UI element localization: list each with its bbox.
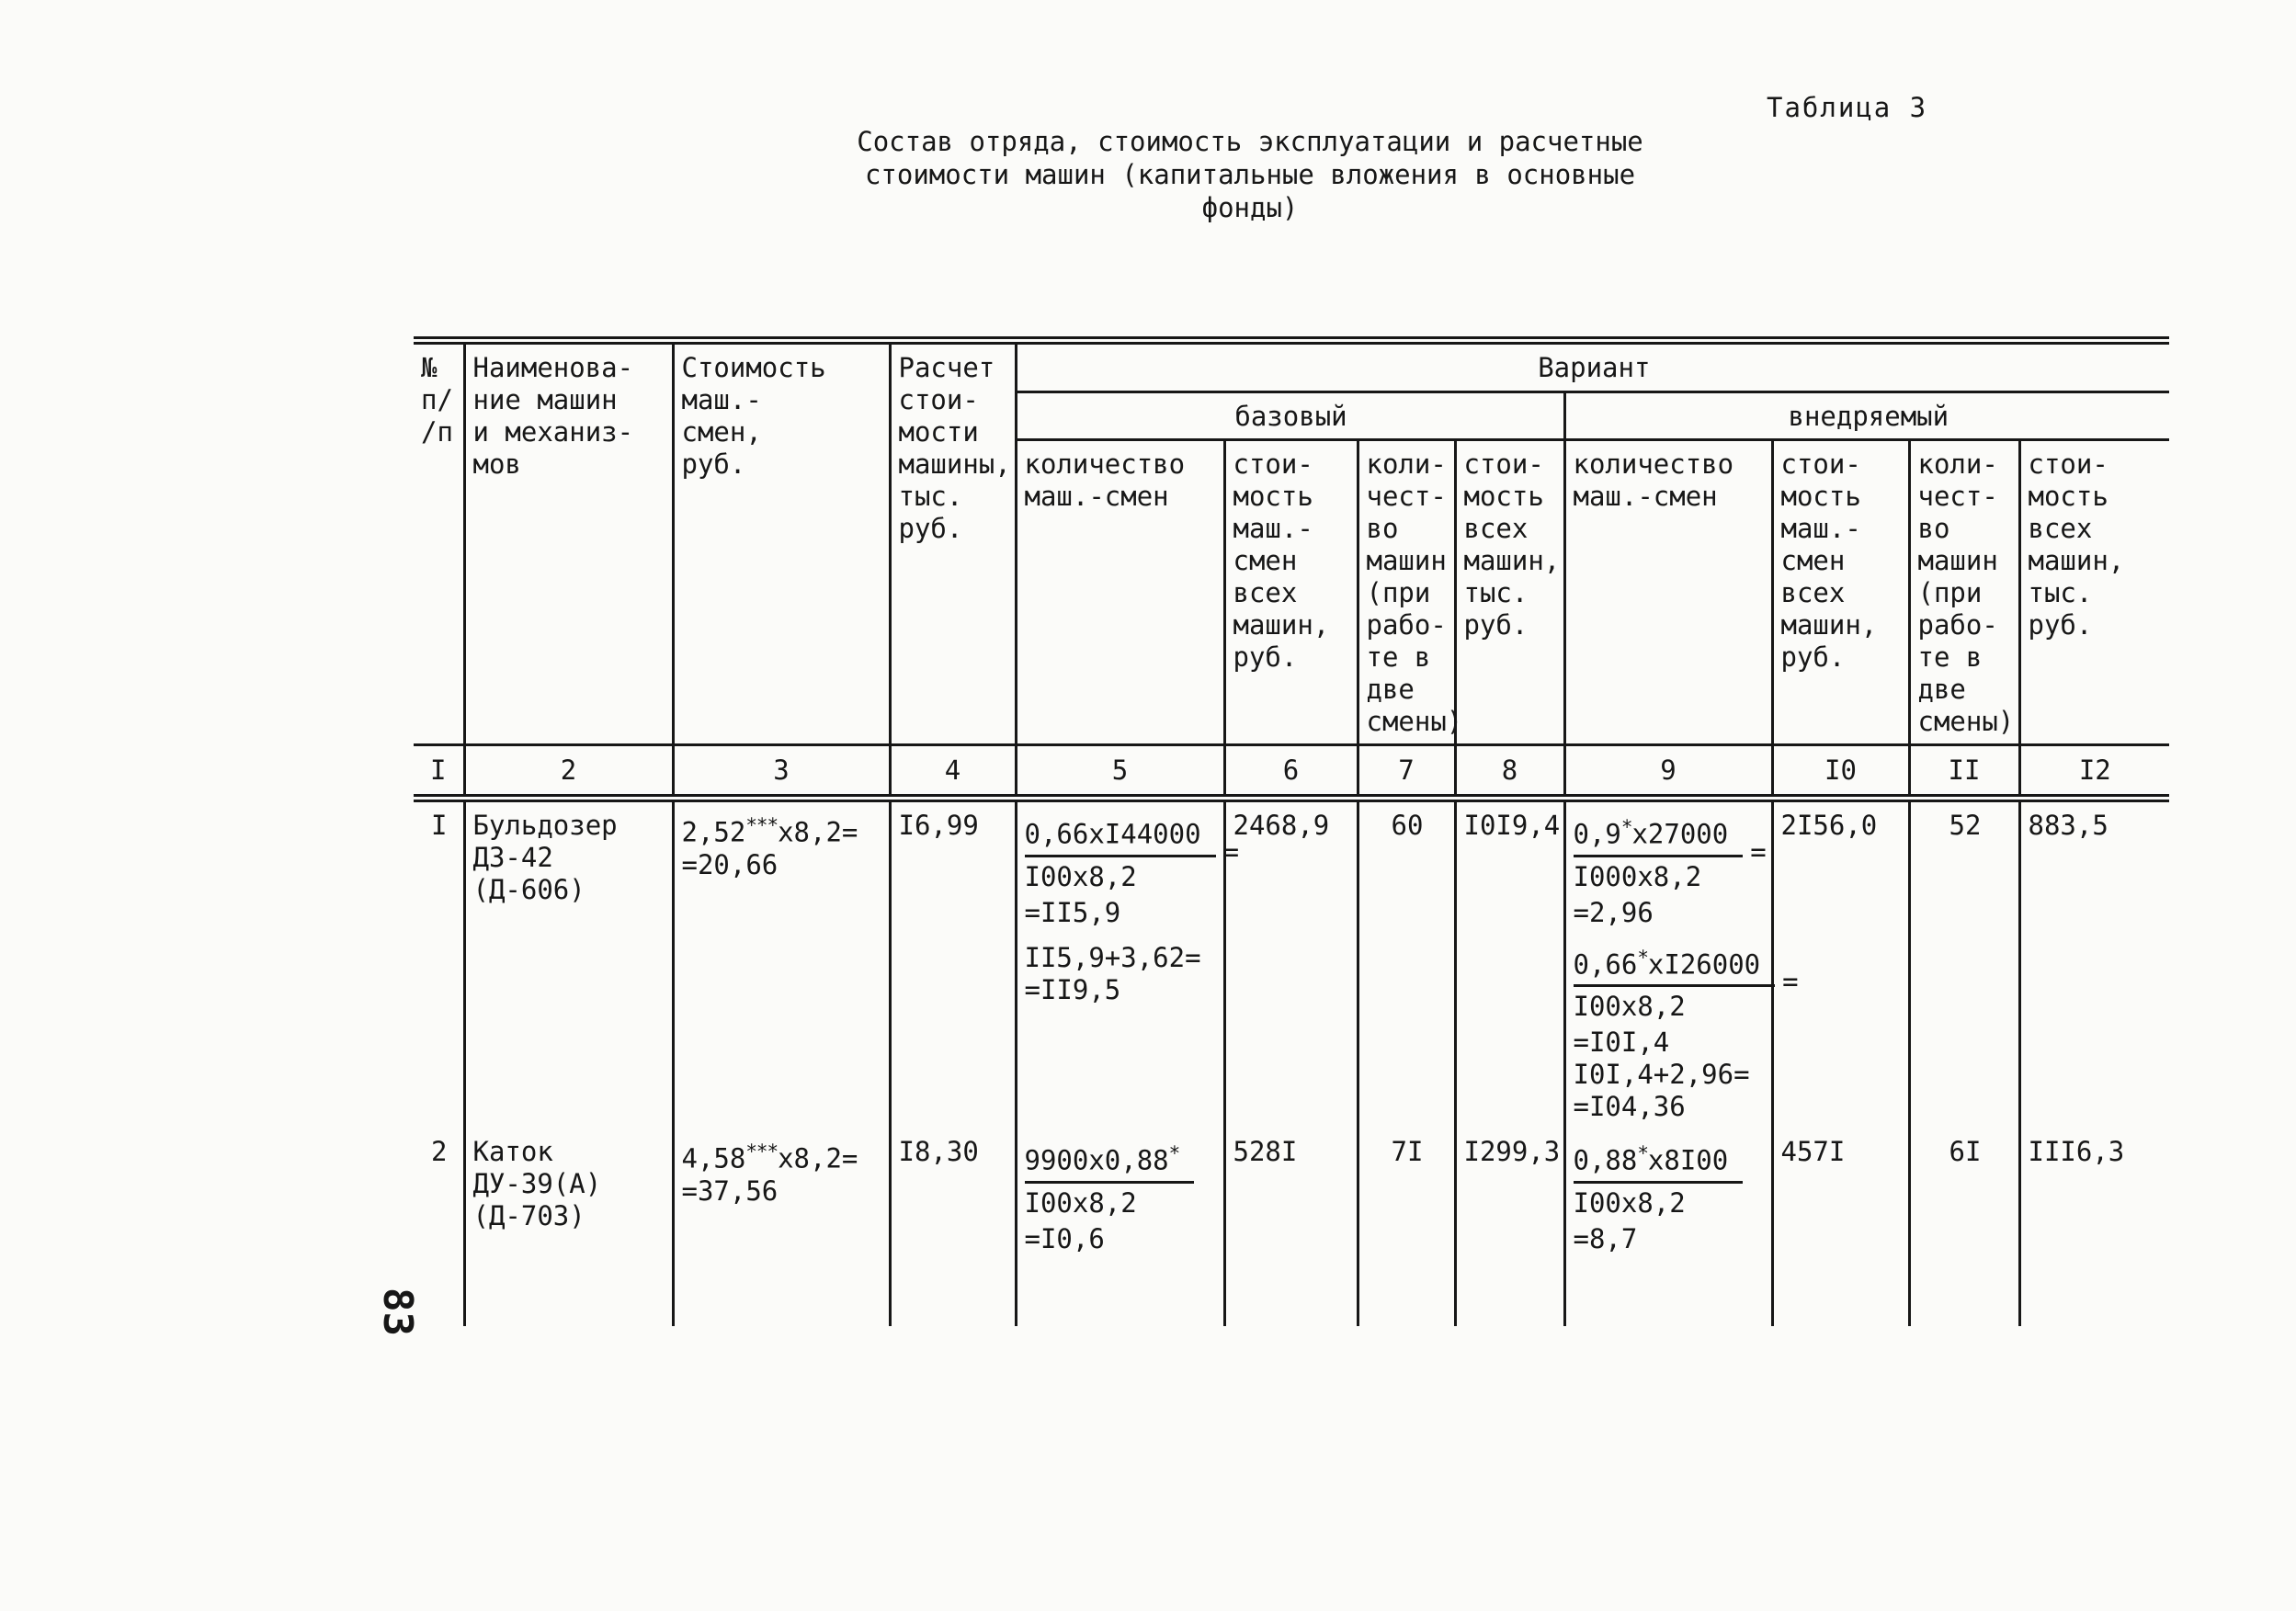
- formula-result: =8,7: [1573, 1222, 1638, 1254]
- fraction-denominator: I00х8,2: [1573, 1186, 1686, 1219]
- formula-line: [1574, 811, 1766, 893]
- header-base-cost-all-machines: стои- мость всех машин, тыс. руб.: [1455, 440, 1564, 745]
- cell-r2-impl-cost-shifts: 457I: [1772, 1129, 1909, 1326]
- formula-result: =II5,9: [1024, 896, 1121, 928]
- cell-r2-cost: [673, 1129, 890, 1326]
- colnum-2: 2: [464, 745, 673, 799]
- header-impl-cost-all-machines: стои- мость всех машин, тыс. руб.: [2019, 440, 2169, 745]
- footnote-marker: *: [1620, 816, 1632, 838]
- header-base-qty-shifts: количество маш.-смен: [1016, 440, 1224, 745]
- header-base-cost-all-shifts: стои- мость маш.- смен всех машин, руб.: [1224, 440, 1358, 745]
- colnum-11: II: [1909, 745, 2019, 799]
- fraction-denominator: I000х8,2: [1573, 860, 1702, 892]
- formula-line: [1574, 1138, 1766, 1220]
- header-name: Наименова- ние машин и механиз- мов: [464, 341, 673, 745]
- formula-line: [1573, 942, 1799, 1024]
- fraction-numerator: 0,66*хI26000: [1574, 942, 1776, 988]
- formula-line: I0I,4+2,96=: [1573, 1059, 1750, 1091]
- header-variant: Вариант: [1016, 341, 2169, 392]
- header-impl-qty-machines: коли- чест- во машин (при рабо- те в две смены): [1909, 440, 2019, 745]
- colnum-12: I2: [2019, 745, 2169, 799]
- header-impl-cost-all-shifts: стои- мость маш.- смен всех машин, руб.: [1772, 440, 1909, 745]
- cell-r2-base-cost-shifts: 528I: [1224, 1129, 1358, 1326]
- cell-r2-base-qty-machines: 7I: [1358, 1129, 1455, 1326]
- header-implemented-variant: внедряемый: [1564, 392, 2169, 440]
- colnum-1: I: [414, 745, 464, 799]
- formula-result: =2,96: [1573, 896, 1654, 928]
- formula-line: [1024, 811, 1240, 893]
- equals-sign: =: [1782, 966, 1799, 998]
- cell-r1-num: I: [414, 799, 464, 1129]
- fraction-numerator: 0,88*х8I00: [1574, 1138, 1744, 1184]
- formula-result: =20,66: [681, 848, 779, 880]
- colnum-6: 6: [1224, 745, 1358, 799]
- cell-r1-impl-cost-shifts: 2I56,0: [1772, 799, 1909, 1129]
- formula-result: =II9,5: [1024, 973, 1121, 1005]
- cell-r2-calc: I8,30: [890, 1129, 1016, 1326]
- fraction: [1025, 811, 1216, 893]
- cell-r2-impl-qty: [1564, 1129, 1772, 1326]
- footnote-marker: ***: [745, 1140, 779, 1163]
- main-table: [414, 336, 2169, 1326]
- fraction-numerator: 0,9*х27000: [1574, 811, 1744, 857]
- header-impl-qty-shifts: количество маш.-смен: [1564, 440, 1772, 745]
- header-base-qty-machines: коли- чест- во машин (при рабо- те в две смены): [1358, 440, 1455, 745]
- header-cost-per-shift: Стоимость маш.- смен, руб.: [673, 341, 890, 745]
- fraction: [1025, 1138, 1195, 1220]
- page-number: 83: [373, 1288, 421, 1336]
- table-caption-label: Таблица 3: [1767, 92, 1928, 123]
- fraction: [1574, 942, 1776, 1024]
- cell-r1-calc: I6,99: [890, 799, 1016, 1129]
- colnum-7: 7: [1358, 745, 1455, 799]
- colnum-3: 3: [673, 745, 890, 799]
- footnote-marker: ***: [745, 814, 779, 836]
- fraction-denominator: I00х8,2: [1024, 1186, 1137, 1219]
- fraction-denominator: I00х8,2: [1573, 991, 1686, 1023]
- fraction-numerator: 9900х0,88*: [1025, 1138, 1195, 1184]
- fraction: [1574, 811, 1744, 893]
- formula-result: =I0I,4: [1573, 1027, 1670, 1059]
- colnum-5: 5: [1016, 745, 1224, 799]
- fraction: [1574, 1138, 1744, 1220]
- cell-r1-base-qty: [1016, 799, 1240, 1129]
- cell-r2-num: 2: [414, 1129, 464, 1326]
- cell-r1-cost: [673, 799, 890, 1129]
- cell-r1-base-cost-shifts: 2468,9: [1224, 799, 1358, 1129]
- colnum-10: I0: [1772, 745, 1909, 799]
- cell-r1-base-cost-machines: I0I9,4: [1455, 799, 1564, 1129]
- cell-r2-impl-qty-machines: 6I: [1909, 1129, 2019, 1326]
- table-row: [414, 799, 2169, 1129]
- formula-result: =I0,6: [1024, 1222, 1105, 1254]
- footnote-marker: *: [1637, 1142, 1648, 1165]
- equals-sign: =: [1222, 835, 1240, 868]
- colnum-4: 4: [890, 745, 1016, 799]
- formula-line: [1025, 1138, 1218, 1220]
- formula-result: =I04,36: [1573, 1091, 1686, 1123]
- cell-r1-impl-qty-machines: 52: [1909, 799, 2019, 1129]
- cell-r1-name: Бульдозер ДЗ-42 (Д-606): [464, 799, 673, 1129]
- formula-result: =37,56: [681, 1174, 779, 1207]
- table-row: [414, 1129, 2169, 1326]
- cell-r1-impl-cost-machines: 883,5: [2019, 799, 2169, 1129]
- header-row-variant: [414, 341, 2169, 392]
- header-num: № п/ /п: [414, 341, 464, 745]
- footnote-marker: *: [1637, 946, 1648, 969]
- colnum-9: 9: [1564, 745, 1772, 799]
- cell-r2-name: Каток ДУ-39(А) (Д-703): [464, 1129, 673, 1326]
- formula-line: 4,58***х8,2=: [681, 1140, 858, 1174]
- colnum-8: 8: [1455, 745, 1564, 799]
- equals-sign: =: [1750, 835, 1767, 868]
- column-number-row: [414, 745, 2169, 799]
- fraction-denominator: I00х8,2: [1024, 860, 1137, 892]
- cell-r1-base-qty-machines: 60: [1358, 799, 1455, 1129]
- document-title: Состав отряда, стоимость эксплуатации и расчетные стоимости машин (капитальные вложения в основные фонды): [857, 126, 1643, 223]
- header-base-variant: базовый: [1016, 392, 1564, 440]
- footnote-marker: *: [1168, 1142, 1180, 1165]
- cell-r2-impl-cost-machines: III6,3: [2019, 1129, 2169, 1326]
- header-calc-cost: Расчет стои- мости машины, тыс. руб.: [890, 341, 1016, 745]
- cell-r2-base-cost-machines: I299,3: [1455, 1129, 1564, 1326]
- cell-r1-impl-qty: [1564, 799, 1799, 1129]
- formula-line: 2,52***х8,2=: [681, 814, 858, 848]
- cell-r2-base-qty: [1016, 1129, 1224, 1326]
- fraction-numerator: 0,66хI44000: [1025, 811, 1216, 857]
- formula-line: II5,9+3,62=: [1024, 941, 1201, 973]
